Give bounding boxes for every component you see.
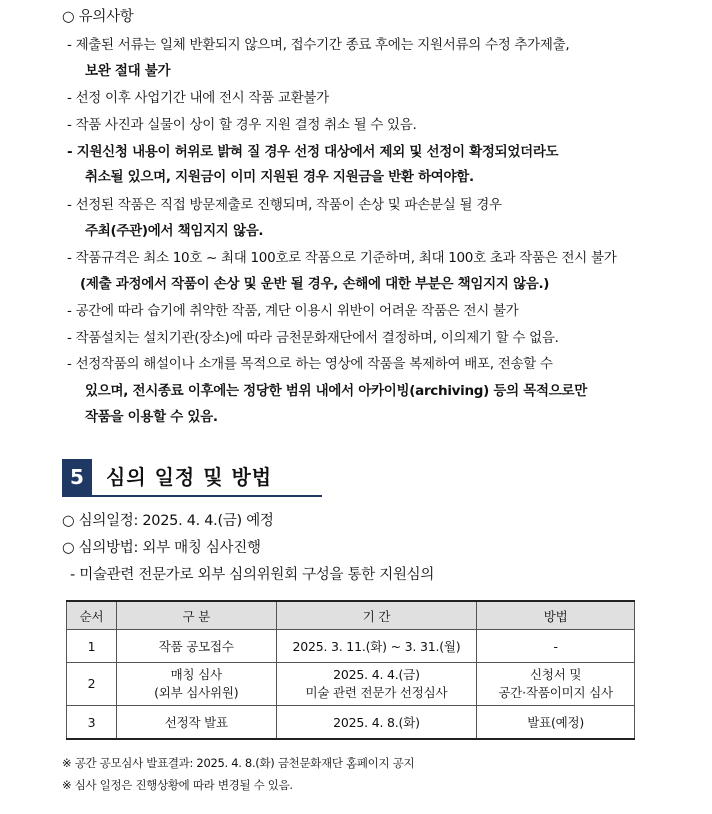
table-row	[67, 663, 635, 706]
row-order: 2	[67, 663, 117, 706]
row-method	[477, 663, 635, 706]
row-method: -	[477, 630, 635, 663]
header-category: 구 분	[116, 601, 276, 630]
note-5-line-2: 주최(주관)에서 책임지지 않음.	[85, 223, 264, 239]
table-row	[67, 706, 635, 740]
row-period	[276, 663, 477, 706]
row-period-line: 2025. 4. 4.(금)	[333, 667, 420, 682]
note-6-line-1: - 작품규격은 최소 10호 ~ 최대 100호로 작품으로 기준하며, 최대 100호 초과 작품은 전시 불가	[67, 250, 617, 266]
note-7: - 공간에 따라 습기에 취약한 작품, 계단 이용시 위반이 어려운 작품은 전시 불가	[67, 303, 519, 319]
row-category-line: (외부 심사위원)	[154, 685, 239, 700]
row-order: 1	[67, 630, 117, 663]
note-2: - 선정 이후 사업기간 내에 전시 작품 교환불가	[67, 90, 329, 106]
section-number-badge: 5	[62, 459, 92, 495]
review-method: ○ 심의방법: 외부 매칭 심사진행	[62, 540, 261, 556]
footnote-announcement: ※ 공간 공모심사 발표결과: 2025. 4. 8.(화) 금천문화재단 홈페이지 공지	[62, 756, 415, 770]
note-9-line-2: 있으며, 전시종료 이후에는 정당한 범위 내에서 아카이빙(archiving) 등의 목적으로만	[85, 383, 588, 399]
note-9-line-1: - 선정작품의 해설이나 소개를 목적으로 하는 영상에 작품을 복제하여 배포, 전송할 수	[67, 356, 553, 372]
review-method-detail: - 미술관련 전문가로 외부 심의위원회 구성을 통한 지원심의	[70, 567, 435, 583]
row-period-line: 미술 관련 전문가 선정심사	[305, 685, 448, 700]
note-3: - 작품 사진과 실물이 상이 할 경우 지원 결정 취소 될 수 있음.	[67, 117, 417, 133]
review-date: ○ 심의일정: 2025. 4. 4.(금) 예정	[62, 513, 274, 529]
row-method-line: 신청서 및	[530, 667, 582, 682]
section-title: 심의 일정 및 방법	[106, 465, 273, 489]
row-method: 발표(예정)	[477, 706, 635, 740]
table-header-row	[67, 601, 635, 630]
note-8: - 작품설치는 설치기관(장소)에 따라 금천문화재단에서 결정하며, 이의제기 할 수 없음.	[67, 330, 559, 346]
note-5-line-1: - 선정된 작품은 직접 방문제출로 진행되며, 작품이 손상 및 파손분실 될 경우	[67, 197, 502, 213]
footnote-schedule-change: ※ 심사 일정은 진행상황에 따라 변경될 수 있음.	[62, 778, 293, 792]
row-period: 2025. 4. 8.(화)	[276, 706, 477, 740]
note-4-line-2: 취소될 있으며, 지원금이 이미 지원된 경우 지원금을 반환 하여야함.	[85, 169, 474, 185]
row-method-line: 공간·작품이미지 심사	[498, 685, 613, 700]
header-period: 기 간	[276, 601, 477, 630]
notes-heading: ○ 유의사항	[62, 9, 134, 25]
row-category: 선정작 발표	[116, 706, 276, 740]
note-4-line-1: - 지원신청 내용이 허위로 밝혀 질 경우 선정 대상에서 제외 및 선정이 확정되었더라도	[67, 144, 559, 160]
note-1-line-2: 보완 절대 불가	[85, 63, 171, 79]
row-category	[116, 663, 276, 706]
row-category-line: 매칭 심사	[170, 667, 222, 682]
row-order: 3	[67, 706, 117, 740]
note-1-line-1: - 제출된 서류는 일체 반환되지 않으며, 접수기간 종료 후에는 지원서류의 수정 추가제출,	[67, 37, 570, 53]
schedule-table	[66, 600, 635, 740]
table-row	[67, 630, 635, 663]
header-order: 순서	[67, 601, 117, 630]
note-6-line-2: (제출 과정에서 작품이 손상 및 운반 될 경우, 손해에 대한 부분은 책임지지 않음.)	[80, 276, 550, 292]
section-5-header	[62, 459, 322, 497]
row-period: 2025. 3. 11.(화) ~ 3. 31.(월)	[276, 630, 477, 663]
header-method: 방법	[477, 601, 635, 630]
row-category: 작품 공모접수	[116, 630, 276, 663]
note-9-line-3: 작품을 이용할 수 있음.	[85, 409, 218, 425]
section-underline	[62, 495, 322, 497]
